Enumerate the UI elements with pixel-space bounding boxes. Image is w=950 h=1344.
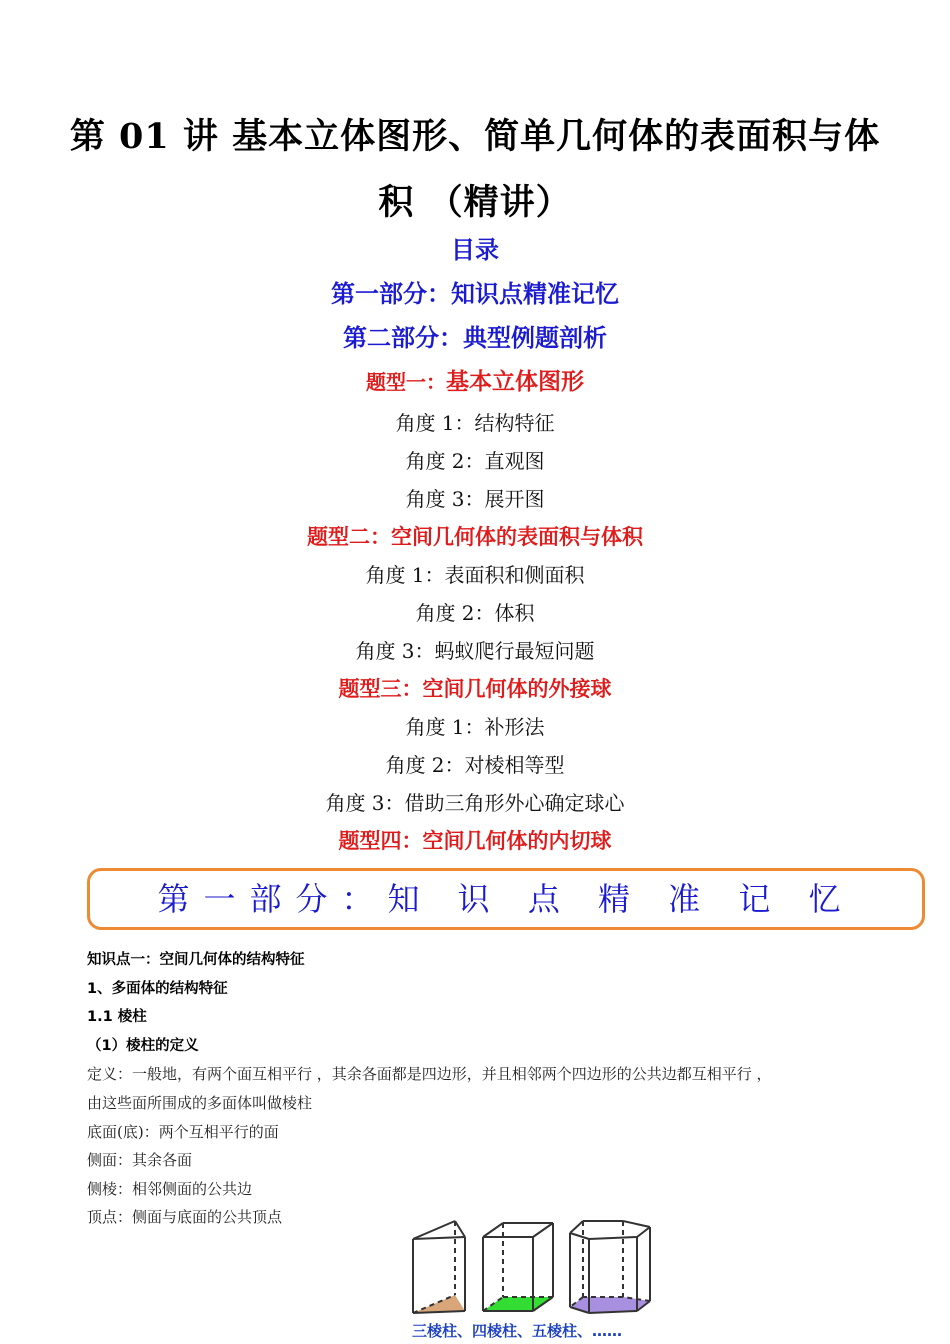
toc-type-1-angle-3[interactable]: 角度 3：展开图 [405, 487, 545, 511]
figure-caption: 三棱柱、四棱柱、五棱柱、…… [412, 1322, 623, 1340]
toc-type-1-angle-2[interactable]: 角度 2：直观图 [405, 449, 545, 473]
title-line-2: 积 （精讲） [378, 182, 572, 223]
toc-type-3-angle-2[interactable]: 角度 2：对棱相等型 [385, 753, 565, 777]
section-heading-polyhedron: 1、多面体的结构特征 [87, 980, 228, 997]
toc-type-2[interactable]: 题型二：空间几何体的表面积与体积 [307, 524, 643, 549]
base-definition: 底面(底)：两个互相平行的面 [87, 1122, 279, 1141]
knowledge-point-heading: 知识点一：空间几何体的结构特征 [87, 952, 305, 968]
toc-type-4[interactable]: 题型四：空间几何体的内切球 [338, 828, 612, 853]
subsection-heading-prism-definition: （1）棱柱的定义 [87, 1037, 199, 1054]
document-title [60, 104, 890, 236]
toc-part-2[interactable]: 第二部分：典型例题剖析 [343, 323, 607, 352]
side-face-definition: 侧面：其余各面 [87, 1151, 193, 1170]
definition-line-1: 定义：一般地，有两个面互相平行 ，其余各面都是四边形，并且相邻两个四边形的公共边都互相平行 ， [87, 1065, 772, 1084]
toc-type-1-label: 基本立体图形 [446, 368, 584, 395]
definition-line-2: 由这些面所围成的多面体叫做棱柱 [87, 1093, 313, 1112]
knowledge-content [87, 946, 877, 1232]
toc-type-1-angle-1[interactable]: 角度 1：结构特征 [395, 411, 555, 435]
section-banner: 第一部分：知 识 点 精 准 记 忆 [87, 868, 925, 930]
toc-type-3-angle-1[interactable]: 角度 1：补形法 [405, 715, 545, 739]
toc-type-3-angle-3[interactable]: 角度 3：借助三角形外心确定球心 [325, 791, 625, 815]
toc-type-1[interactable] [0, 360, 950, 404]
title-line-1: 第 01 讲 基本立体图形、简单几何体的表面积与体 [69, 116, 881, 157]
toc-type-2-angle-1[interactable]: 角度 1：表面积和侧面积 [365, 563, 585, 587]
toc-type-1-prefix: 题型一： [366, 370, 446, 394]
toc-type-2-angle-3[interactable]: 角度 3：蚂蚁爬行最短问题 [355, 639, 595, 663]
toc-part-1[interactable]: 第一部分：知识点精准记忆 [331, 279, 619, 308]
pentagonal-prism [570, 1221, 650, 1313]
quadrilateral-prism [483, 1223, 553, 1311]
lateral-edge-definition: 侧棱：相邻侧面的公共边 [87, 1179, 253, 1198]
toc-type-3[interactable]: 题型三：空间几何体的外接球 [338, 676, 612, 701]
table-of-contents [0, 228, 950, 860]
vertex-definition: 顶点：侧面与底面的公共顶点 [87, 1208, 283, 1227]
toc-type-2-angle-2[interactable]: 角度 2：体积 [415, 601, 535, 625]
section-heading-prism: 1.1 棱柱 [87, 1009, 147, 1026]
triangular-prism [413, 1221, 465, 1313]
toc-heading[interactable]: 目录 [451, 235, 499, 264]
